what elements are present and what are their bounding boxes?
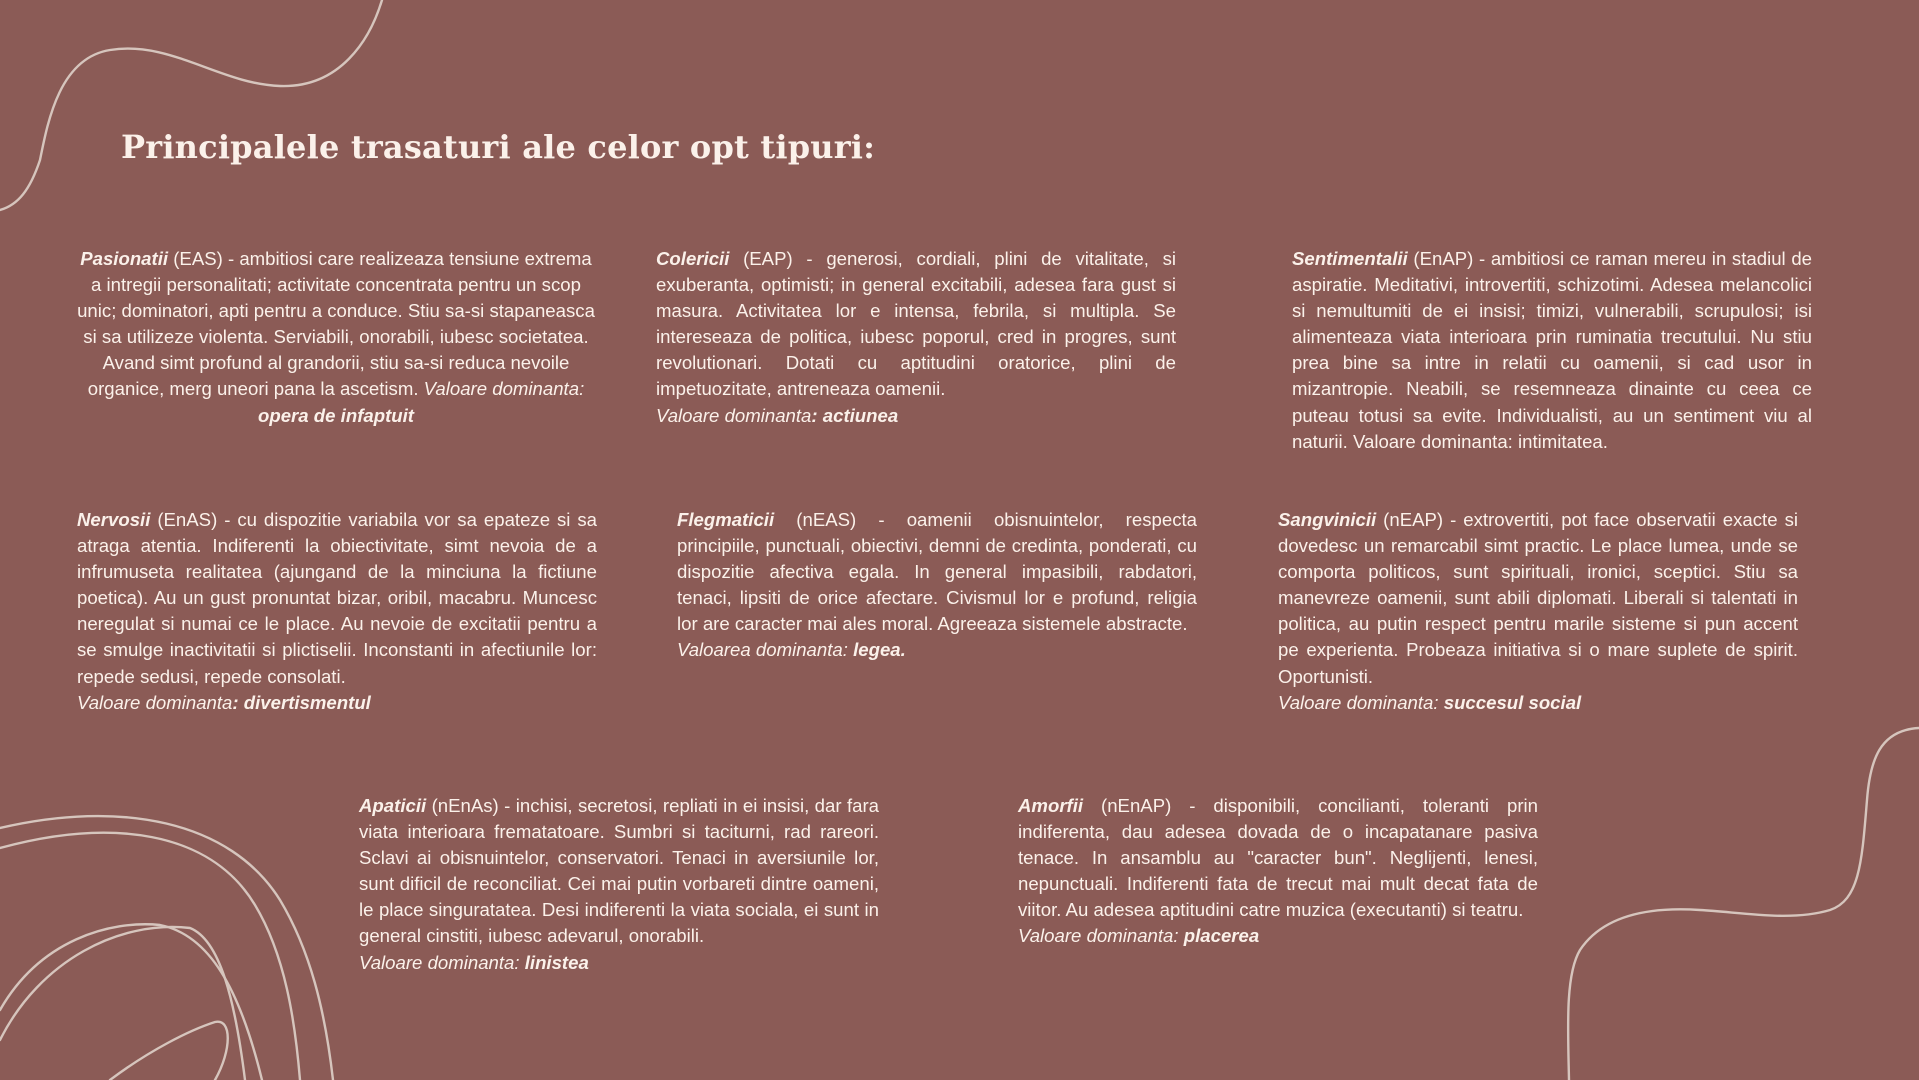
bottom-left-arc-2 [0,833,300,1080]
type-name: Apaticii [359,795,427,816]
bottom-left-arc-1 [0,816,333,1080]
bottom-right-wave-line [1568,728,1919,1080]
type-code: (EnAP) - [1407,248,1491,269]
type-name: Flegmaticii [677,509,775,530]
dominant-value-label: Valoare dominanta [77,691,233,713]
bottom-left-leaf [110,1022,228,1080]
top-left-wave-line [0,0,382,210]
dominant-value: legea. [853,639,906,661]
dominant-value-label: Valoare dominanta: [1278,691,1444,713]
type-description: disponibili, concilianti, toleranti prin indiferenta, dau adesea dovada de o incapatanare pasiva tenace. In ansamblu au "caracter bun". Neglijenti, lenesi, nepunctuali. Indiferenti fata de trecut mai mult decat fata de viitor. Au adesea aptitudini catre muzica (executanti) si teatru. [1018,795,1538,921]
type-card-colericii [656,246,1176,429]
type-description: ambitiosi ce raman mereu in stadiul de aspiratie. Meditativi, introvertiti, schizotimi. Adesea melancolici si nemultumiti de ei insisi; timizi, vulnerabili, scrupulosi; isi alimenteaza viata interioara prin ruminatia trecutului. Nu stiu prea bine sa intre in relatii cu oamenii, si cad usor in mizantropie. Neabili, se resemneaza dinainte cu ceea ce puteau totusi sa evite. Individualisti, au un sentiment viu al naturii. Valoare dominanta: intimitatea. [1292,248,1813,452]
type-code: (EnAS) - [150,509,238,530]
type-description: ambitiosi care realizeaza tensiune extrema a intregii personalitati; activitate concentrata pentru un scop unic; dominatori, apti pentru a conduce. Stiu sa-si stapaneasca si sa utilizeze violenta. Serviabili, onorabili, iubesc societatea. Avand simt profund al grandorii, stiu sa-si reduca nevoile organice, merg uneori pana la ascetism. [77,248,595,400]
dominant-value: : actiunea [811,404,899,426]
type-card-pasionatii [76,246,596,429]
dominant-value-label: Valoare dominanta: [1018,925,1184,947]
type-code: (nEnAs) - [426,795,516,816]
type-description: extrovertiti, pot face observatii exacte si dovedesc un remarcabil simt practic. Le place lumea, unde se comporta politicos, sunt spirituali, ironici, sceptici. Stiu sa manevreze oamenii, sunt abili diplomati. Liberali si talentati in politica, au putin respect pentru marile sisteme si pun accent pe experienta. Probeaza initiativa si o mare suplete de spirit. Oportunisti. [1278,509,1798,687]
type-code: (nEAS) - [774,509,907,530]
dominant-value: placerea [1183,925,1260,947]
type-name: Amorfii [1018,795,1084,816]
type-description: oamenii obisnuintelor, respecta principiile, punctuali, obiectivi, demni de credinta, ponderati, cu dispozitie afectiva egala. In general impasibili, rabdatori, tenaci, lipsiti de orice afectare. Civismul lor e profund, religia lor are caracter mai ales moral. Agreeaza sistemele abstracte. [677,509,1197,635]
dominant-value: linistea [524,951,589,973]
type-card-amorfii [1018,793,1538,950]
type-card-apaticii [359,793,879,976]
type-name: Nervosii [77,509,151,530]
type-description: cu dispozitie variabila vor sa epateze si sa atraga atentia. Indiferenti la obiectivitate, simt nevoia de a infrumuseta realitatea (ajungand de la minciuna la fictiune poetica). Au un gust pronuntat bizar, oribil, macabru. Muncesc neregulat si numai ce le place. Au nevoie de excitatii pentru a se smulge inactivitatii si plictiselii. Inconstanti in afectiunile lor: repede sedusi, repede consolati. [77,509,597,687]
type-name: Sangvinicii [1278,509,1377,530]
type-card-sentimentalii [1292,246,1812,455]
dominant-value-label: Valoare dominanta [656,404,812,426]
type-code: (EAP) - [729,248,827,269]
slide-title: Principalele trasaturi ale celor opt tipuri: [121,128,876,166]
dominant-value: opera de infaptuit [258,404,414,426]
type-description: generosi, cordiali, plini de vitalitate, si exuberanta, optimisti; in general excitabili, adesea fara gust si masura. Activitatea lor e intensa, febrila, si multipla. Se intereseaza de politica, iubesc poporul, cred in progres, sunt revolutionari. Dotati cu aptitudini oratorice, plini de impetuozitate, antreneaza oamenii. [656,248,1177,400]
type-code: (EAS) - [168,248,240,269]
type-name: Colericii [656,248,730,269]
type-card-nervosii [77,507,597,716]
type-description: inchisi, secretosi, repliati in ei insisi, dar fara viata interioara frematatoare. Sumbri si taciturni, rad rareori. Sclavi ai obisnuintelor, conservatori. Tenaci in aversiunile lor, sunt dificil de reconciliat. Cei mai putin vorbareti dintre oameni, le place singuratatea. Desi indiferenti la viata sociala, ei sunt in general cinstiti, iubesc adevarul, onorabili. [359,795,879,947]
type-code: (nEAP) - [1376,509,1464,530]
type-code: (nEnAP) - [1083,795,1214,816]
type-name: Pasionatii [80,248,169,269]
type-card-flegmaticii [677,507,1197,664]
dominant-value-label: Valoare dominanta: [359,951,525,973]
bottom-left-arc-4 [0,927,245,1080]
dominant-value: : divertismentul [232,691,371,713]
type-name: Sentimentalii [1292,248,1408,269]
dominant-value-label: Valoare dominanta: [423,378,585,400]
dominant-value: succesul social [1443,691,1582,713]
bottom-left-arc-3 [0,924,262,1080]
type-card-sangvinicii [1278,507,1798,716]
dominant-value-label: Valoarea dominanta: [677,639,854,661]
